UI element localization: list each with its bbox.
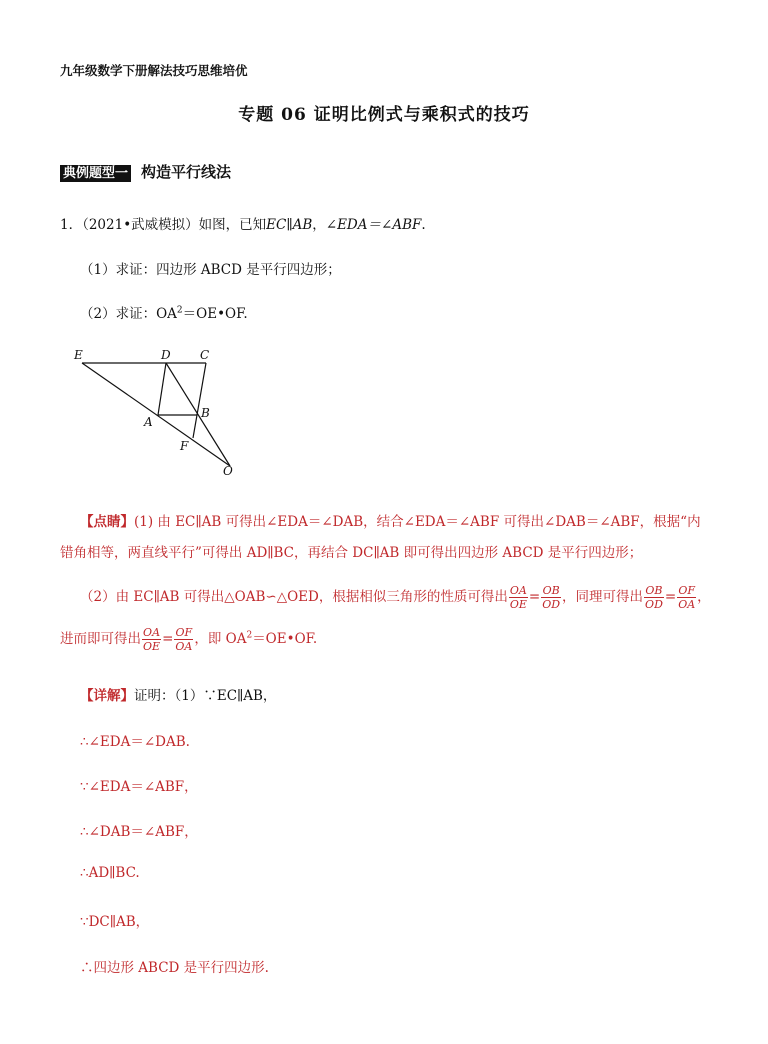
frac-num: OF xyxy=(175,626,193,639)
equals-sign: = xyxy=(664,589,677,605)
frac-den: OA xyxy=(175,640,193,653)
condition-1: EC∥AB xyxy=(266,217,313,233)
frac-den: OA xyxy=(678,598,696,611)
label-C: C xyxy=(200,348,210,362)
detail-intro-line xyxy=(80,684,276,704)
hint-line-4 xyxy=(60,626,317,653)
hint-line-1 xyxy=(80,510,701,530)
hint-text-3b: ，同理可得出 xyxy=(562,589,644,605)
hint-text-3c: ， xyxy=(697,589,711,605)
equals-sign: = xyxy=(162,631,174,647)
section-tag: 典例题型一 xyxy=(60,165,131,182)
hint-line-2: 错角相等，两直线平行”可得出 AD∥BC，再结合 DC∥AB 即可得出四边形 ABCD 是平行四边形； xyxy=(60,545,643,561)
detail-tag: 【详解】 xyxy=(80,688,134,704)
question-text: 如图，已知 xyxy=(198,217,267,233)
fraction-ob-od xyxy=(541,584,561,611)
question-line xyxy=(60,213,426,233)
part2-pre: （2）求证：OA xyxy=(80,306,177,322)
separator: ， xyxy=(312,217,326,233)
segment-DA xyxy=(158,363,166,415)
equals-sign: = xyxy=(528,589,541,605)
label-B: B xyxy=(201,406,210,420)
end-period: . xyxy=(421,217,426,233)
frac-den: OE xyxy=(143,640,161,653)
frac-num: OB xyxy=(645,584,663,597)
fraction-of-oa-2 xyxy=(174,626,193,653)
hint-text-4a: 进而即可得出 xyxy=(60,631,141,647)
label-O: O xyxy=(223,464,233,478)
detail-step: ∵DC∥AB， xyxy=(80,914,150,930)
label-E: E xyxy=(74,348,83,362)
question-source: （2021•武威模拟） xyxy=(82,217,199,233)
section-label: 构造平行线法 xyxy=(141,163,232,181)
fraction-oa-oe xyxy=(509,584,528,611)
frac-num: OA xyxy=(509,584,527,597)
frac-den: OD xyxy=(645,598,663,611)
segment-BF xyxy=(193,415,197,438)
frac-den: OD xyxy=(542,598,561,611)
question-part-2 xyxy=(80,302,248,322)
detail-step: ∴∠EDA＝∠DAB. xyxy=(80,734,190,750)
question-part-1: （1）求证：四边形 ABCD 是平行四边形； xyxy=(80,262,341,278)
hint-text-1: (1) 由 EC∥AB 可得出∠EDA＝∠DAB，结合∠EDA＝∠ABF 可得出∠DAB＝∠ABF，根据“内 xyxy=(134,514,701,530)
question-number: 1． xyxy=(60,217,83,233)
page-title: 专题 06 证明比例式与乘积式的技巧 xyxy=(238,105,530,125)
frac-num: OA xyxy=(143,626,161,639)
frac-num: OB xyxy=(542,584,560,597)
detail-step: ∴∠DAB＝∠ABF， xyxy=(80,824,198,840)
detail-intro: 证明：（1）∵EC∥AB， xyxy=(134,688,277,704)
detail-step: ∵∠EDA＝∠ABF， xyxy=(80,779,198,795)
hint-text-4c: ＝OE•OF. xyxy=(252,631,318,647)
fraction-oa-oe-2 xyxy=(142,626,161,653)
detail-step: ∴四边形 ABCD 是平行四边形. xyxy=(80,960,269,976)
hint-text-3a: （2）由 EC∥AB 可得出△OAB∽△OED，根据相似三角形的性质可得出 xyxy=(80,589,508,605)
part2-post: ＝OE•OF. xyxy=(182,306,248,322)
hint-text-4b: ，即 OA xyxy=(194,631,247,647)
frac-num: OF xyxy=(678,584,696,597)
detail-step: ∴AD∥BC. xyxy=(80,865,140,881)
condition-2: ∠EDA＝∠ABF xyxy=(325,217,422,233)
section-heading xyxy=(60,161,231,182)
label-D: D xyxy=(161,348,171,362)
frac-den: OE xyxy=(509,598,527,611)
fraction-of-oa xyxy=(677,584,696,611)
label-A: A xyxy=(144,415,153,429)
document-header: 九年级数学下册解法技巧思维培优 xyxy=(60,63,248,78)
geometry-figure xyxy=(60,340,260,485)
hint-line-3 xyxy=(80,584,711,611)
fraction-ob-od-2 xyxy=(644,584,664,611)
hint-sup: 2 xyxy=(246,630,253,641)
hint-tag: 【点睛】 xyxy=(80,514,134,530)
label-F: F xyxy=(180,439,189,453)
part2-sup: 2 xyxy=(176,305,183,316)
